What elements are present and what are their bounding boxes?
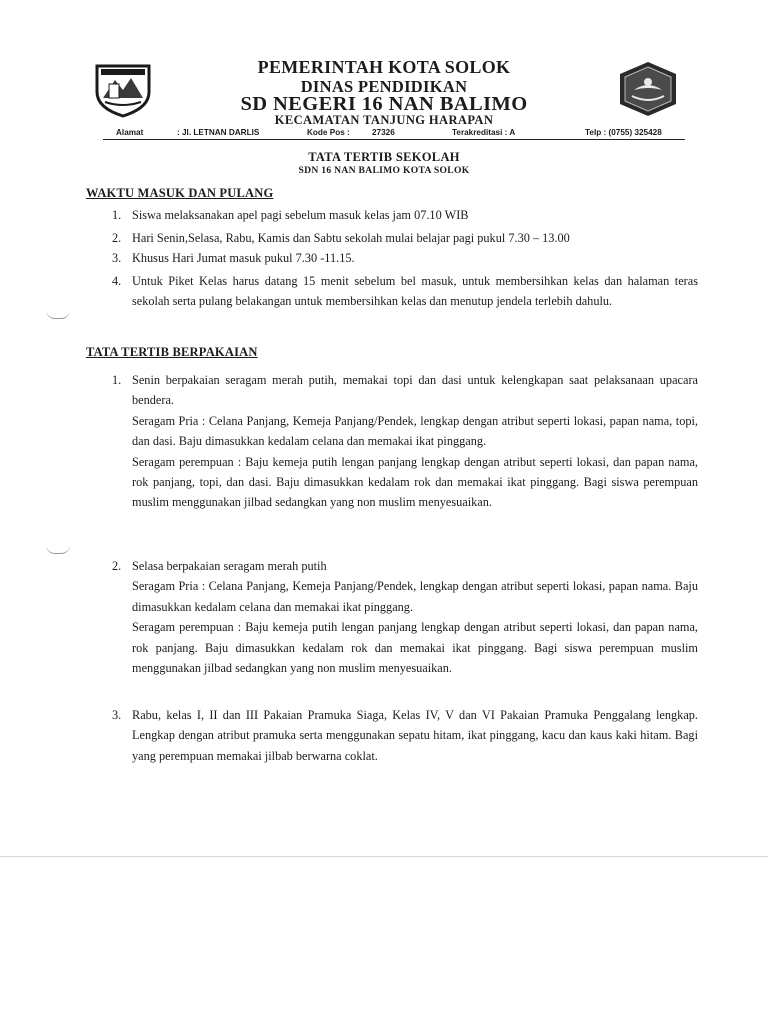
section-heading-schedule: WAKTU MASUK DAN PULANG <box>86 186 274 200</box>
section-heading-dress-code: TATA TERTIB BERPAKAIAN <box>86 345 258 359</box>
letterhead-school-name: SD NEGERI 16 NAN BALIMO <box>240 93 528 115</box>
address-label: Alamat <box>116 128 144 137</box>
list-item-paragraph: Seragam Pria : Celana Panjang, Kemeja Panjang/Pendek, lengkap dengan atribut seperti lokasi, papan nama, topi, dan dasi. Baju dimasukkan kedalam celana dan memakai ikat pinggang. <box>132 413 698 449</box>
list-item-paragraph: Seragam perempuan : Baju kemeja putih lengan panjang lengkap dengan atribut seperti lokasi, dan papan nama, rok panjang. Baju dimasukkan kedalam rok dan memakai ikat pinggang. Bagi siswa perempuan muslim menggunakan jilbad sedangkan yang non muslim menyesuaikan. <box>132 620 698 676</box>
list-item-number: 3. <box>112 251 122 265</box>
list-item-paragraph: Selasa berpakaian seragam merah putih <box>132 559 327 573</box>
list-item-block <box>132 705 698 766</box>
list-item-text: Siswa melaksanakan apel pagi sebelum masuk kelas jam 07.10 WIB <box>132 208 469 222</box>
list-item-block <box>132 556 698 678</box>
postal-code-value: 27326 <box>372 128 395 137</box>
list-item-number: 3. <box>112 708 122 722</box>
list-item-number: 4. <box>112 274 122 288</box>
list-item-paragraph: Rabu, kelas I, II dan III Pakaian Pramuka Siaga, Kelas IV, V dan VI Pakaian Pramuka Penggalang lengkap. Lengkap dengan atribut pramuka serta menggunakan sepatu hitam, ikat pinggang, kacu dan kaus kaki hitam. Bagi yang perempuan memakai jilbab berwarna coklat. <box>132 708 698 763</box>
letterhead-government: PEMERINTAH KOTA SOLOK <box>257 57 511 77</box>
document-subtitle: SDN 16 NAN BALIMO KOTA SOLOK <box>298 165 470 176</box>
letterhead-divider <box>103 139 685 140</box>
list-item-paragraph: Seragam perempuan : Baju kemeja putih lengan panjang lengkap dengan atribut seperti lokasi, dan papan nama, rok panjang, topi, dan dasi. Baju dimasukkan kedalam rok dan memakai ikat pinggang. Bagi siswa perempuan muslim menggunakan jilbad sedangkan yang non muslim menyesuaikan. <box>132 454 698 510</box>
list-item-text: Hari Senin,Selasa, Rabu, Kamis dan Sabtu sekolah mulai belajar pagi pukul 7.30 – 13.00 <box>132 231 570 245</box>
list-item-number: 1. <box>112 208 122 222</box>
list-item-number: 2. <box>112 559 122 573</box>
list-item-number: 1. <box>112 373 122 387</box>
document-title: TATA TERTIB SEKOLAH <box>308 150 460 164</box>
list-item-block <box>132 370 698 513</box>
punch-hole-mark <box>46 545 70 554</box>
list-item-paragraph: Senin berpakaian seragam merah putih, memakai topi dan dasi untuk kelengkapan saat pelaksanaan upacara bendera. <box>132 373 698 408</box>
letterhead-department: DINAS PENDIDIKAN <box>300 77 468 96</box>
list-item-paragraph: Seragam Pria : Celana Panjang, Kemeja Panjang/Pendek, lengkap dengan atribut seperti lokasi, papan nama. Baju dimasukkan kedalam celana dan memakai ikat pinggang. <box>132 579 698 614</box>
accreditation-text: Terakreditasi : A <box>452 128 516 137</box>
punch-hole-mark <box>46 310 70 319</box>
scan-streak <box>0 856 768 857</box>
postal-code-label: Kode Pos : <box>307 128 350 137</box>
list-item-text: Khusus Hari Jumat masuk pukul 7.30 -11.15. <box>132 251 355 265</box>
address-value: : Jl. LETNAN DARLIS <box>177 128 260 137</box>
phone-number: Telp : (0755) 325428 <box>585 128 662 137</box>
list-item-number: 2. <box>112 231 122 245</box>
list-item-text: Untuk Piket Kelas harus datang 15 menit sebelum bel masuk, untuk membersihkan kelas dan halaman teras sekolah serta pulang belakangan untuk membersihkan kelas dan menutup jendela terlebih dahulu. <box>132 274 698 309</box>
letterhead-district: KECAMATAN TANJUNG HARAPAN <box>274 113 494 127</box>
